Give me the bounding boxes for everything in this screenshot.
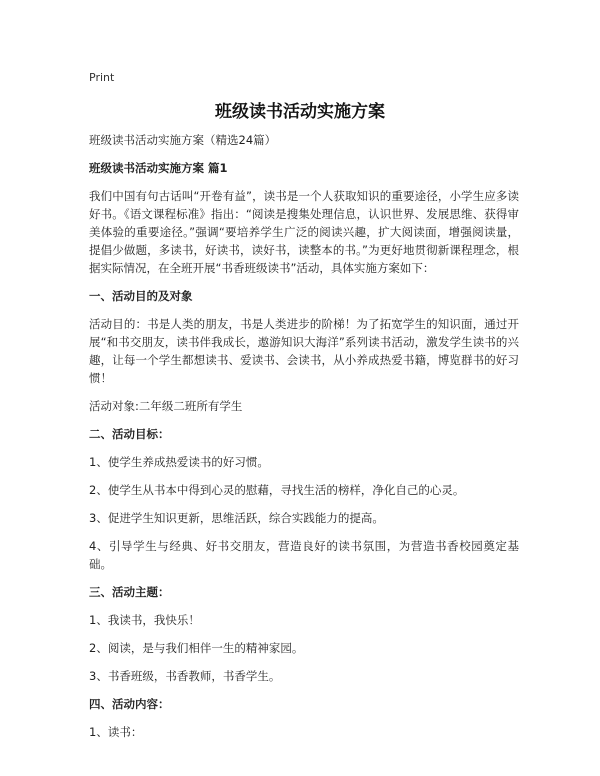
article-title: 班级读书活动实施方案 篇1: [89, 161, 228, 175]
content-item: 1、读书：: [89, 725, 143, 739]
theme-item: 2、阅读，是与我们相伴一生的精神家园。: [89, 641, 304, 655]
target-paragraph: 活动对象:二年级二班所有学生: [89, 399, 243, 413]
intro-paragraph: 我们中国有句古话叫“开卷有益”，读书是一个人获取知识的重要途径，小学生应多读好书。《语文课程标准》指出：“阅读是搜集处理信息，认识世界、发展思维、获得审美体验的重要途径。”强调“要培养学生广泛的阅读兴趣，扩大阅读面，增强阅读量，提倡少做题，多读书，好读书，读好书，读整本的书。”为更好地贯彻新课程理念，根据实际情况，在全班开展“书香班级读书”活动，具体实施方案如下：: [89, 189, 519, 275]
section-heading-content: 四、活动内容：: [89, 697, 170, 711]
section-heading-goals: 二、活动目标：: [89, 427, 170, 441]
goal-item: 1、使学生养成热爱读书的好习惯。: [89, 455, 269, 469]
goal-item: 2、使学生从书本中得到心灵的慰藉，寻找生活的榜样，净化自己的心灵。: [89, 483, 465, 497]
purpose-paragraph: 活动目的：书是人类的朋友，书是人类进步的阶梯！为了拓宽学生的知识面，通过开展“和书交朋友，读书伴我成长，遨游知识大海洋”系列读书活动，激发学生读书的兴趣，让每一个学生都想读书、爱读书、会读书，从小养成热爱书籍，博览群书的好习惯！: [89, 317, 519, 385]
document-title: 班级读书活动实施方案: [215, 102, 385, 122]
section-heading-theme: 三、活动主题：: [89, 585, 170, 599]
document-subtitle: 班级读书活动实施方案（精选24篇）: [89, 133, 277, 147]
print-label: Print: [89, 71, 115, 84]
goal-item: 3、促进学生知识更新，思维活跃，综合实践能力的提高。: [89, 511, 384, 525]
goal-item: 4、引导学生与经典、好书交朋友，营造良好的读书氛围，为营造书香校园奠定基础。: [89, 539, 519, 571]
theme-item: 3、书香班级，书香教师，书香学生。: [89, 669, 281, 683]
section-heading-purpose: 一、活动目的及对象: [89, 289, 193, 303]
theme-item: 1、我读书，我快乐！: [89, 613, 200, 627]
document-body: [89, 131, 519, 751]
